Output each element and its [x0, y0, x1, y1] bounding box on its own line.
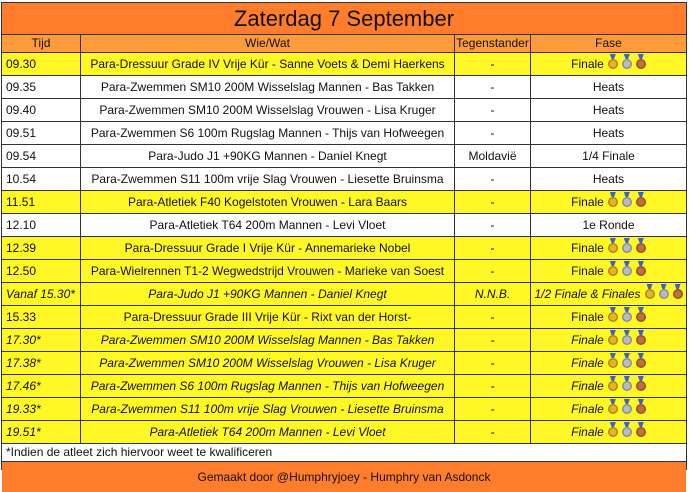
cell-phase-text: Finale [571, 310, 604, 324]
cell-phase [531, 421, 686, 443]
cell-phase-text: Heats [592, 126, 625, 140]
bronze-medal-icon [636, 266, 646, 276]
schedule-sheet [1, 2, 687, 484]
cell-time [2, 375, 81, 397]
silver-medal-icon [622, 381, 632, 391]
cell-time [2, 122, 81, 144]
silver-medal-icon [622, 197, 632, 207]
cell-time-text: 12.10 [6, 218, 37, 232]
cell-time [2, 145, 81, 167]
cell-time [2, 191, 81, 213]
cell-phase-text: Finale [571, 57, 604, 71]
cell-opponent [455, 145, 531, 167]
cell-phase-text: Finale [571, 241, 604, 255]
cell-phase-text: 1e Ronde [582, 218, 635, 232]
cell-opponent [455, 306, 531, 328]
qualification-note: *Indien de atleet zich hiervoor weet te kwalificeren [2, 444, 686, 462]
gold-medal-icon [608, 312, 618, 322]
cell-time [2, 168, 81, 190]
cell-opponent [455, 237, 531, 259]
gold-medal-icon [608, 427, 618, 437]
cell-opponent [455, 421, 531, 443]
table-row [2, 260, 686, 283]
cell-phase [531, 283, 686, 305]
cell-time-text: 09.51 [6, 126, 37, 140]
cell-phase-text: Heats [592, 103, 625, 117]
cell-opponent-text: - [490, 310, 495, 324]
cell-who-text: Para-Judo J1 +90KG Mannen - Daniel Knegt [148, 149, 387, 163]
silver-medal-icon [659, 289, 669, 299]
cell-opponent-text: - [490, 333, 495, 347]
cell-time-text: 19.33* [6, 402, 41, 416]
cell-phase-text: 1/2 Finale & Finales [534, 287, 641, 301]
silver-medal-icon [622, 358, 632, 368]
cell-phase [531, 122, 686, 144]
cell-time [2, 329, 81, 351]
cell-opponent-text: - [490, 195, 495, 209]
cell-who [81, 329, 455, 351]
cell-phase [531, 237, 686, 259]
gold-medal-icon [608, 266, 618, 276]
cell-phase [531, 329, 686, 351]
cell-time-text: 17.30* [6, 333, 41, 347]
bronze-medal-icon [636, 243, 646, 253]
table-row [2, 306, 686, 329]
silver-medal-icon [622, 404, 632, 414]
cell-who-text: Para-Zwemmen SM10 200M Wisselslag Mannen - Bas Takken [100, 333, 435, 347]
cell-opponent-text: - [490, 241, 495, 255]
table-row [2, 99, 686, 122]
cell-who-text: Para-Atletiek T64 200m Mannen - Levi Vloet [149, 218, 386, 232]
cell-time-text: 12.39 [6, 241, 37, 255]
cell-who [81, 191, 455, 213]
cell-time-text: 11.51 [6, 195, 36, 209]
cell-who-text: Para-Zwemmen S6 100m Rugslag Mannen - Thijs van Hofweegen [90, 126, 445, 140]
table-header [2, 35, 686, 53]
cell-who-text: Para-Zwemmen SM10 200M Wisselslag Mannen - Bas Takken [100, 80, 435, 94]
silver-medal-icon [622, 312, 632, 322]
cell-phase-text: Finale [571, 264, 604, 278]
cell-opponent-text: - [490, 356, 495, 370]
cell-opponent-text: Moldavië [468, 149, 517, 163]
gold-medal-icon [608, 404, 618, 414]
schedule-rows [2, 53, 686, 444]
bronze-medal-icon [636, 59, 646, 69]
cell-who [81, 214, 455, 236]
cell-opponent [455, 375, 531, 397]
bronze-medal-icon [636, 404, 646, 414]
cell-opponent [455, 352, 531, 374]
cell-who-text: Para-Zwemmen SM10 200M Wisselslag Vrouwen - Lisa Kruger [99, 356, 436, 370]
cell-time-text: 10.54 [6, 172, 37, 186]
cell-time [2, 99, 81, 121]
cell-phase-text: Heats [592, 80, 625, 94]
cell-who-text: Para-Wielrennen T1-2 Wegwedstrijd Vrouwen - Marieke van Soest [90, 264, 445, 278]
cell-phase [531, 398, 686, 420]
cell-time-text: Vanaf 15.30* [6, 287, 75, 301]
silver-medal-icon [622, 427, 632, 437]
cell-opponent-text: - [490, 172, 495, 186]
cell-who [81, 352, 455, 374]
cell-time [2, 76, 81, 98]
cell-time-text: 17.38* [6, 356, 41, 370]
header-opponent: Tegenstander [455, 35, 531, 52]
cell-phase [531, 76, 686, 98]
cell-time-text: 17.46* [6, 379, 41, 393]
cell-opponent [455, 76, 531, 98]
cell-time-text: 09.30 [6, 57, 37, 71]
cell-phase-text: Finale [571, 425, 604, 439]
cell-opponent-text: - [490, 264, 495, 278]
cell-time [2, 306, 81, 328]
cell-who [81, 237, 455, 259]
table-row [2, 421, 686, 444]
cell-time [2, 53, 81, 75]
header-time: Tijd [2, 35, 81, 52]
bronze-medal-icon [636, 358, 646, 368]
cell-time-text: 19.51* [6, 425, 41, 439]
cell-who [81, 421, 455, 443]
cell-opponent [455, 283, 531, 305]
cell-opponent-text: - [490, 218, 495, 232]
cell-who [81, 375, 455, 397]
table-row [2, 283, 686, 306]
cell-phase [531, 375, 686, 397]
gold-medal-icon [608, 197, 618, 207]
cell-who-text: Para-Dressuur Grade I Vrije Kür - Annemarieke Nobel [124, 241, 411, 255]
cell-opponent-text: - [490, 126, 495, 140]
cell-who-text: Para-Zwemmen S11 100m vrije Slag Vrouwen - Liesette Bruinsma [91, 172, 444, 186]
cell-who [81, 168, 455, 190]
cell-who-text: Para-Zwemmen S11 100m vrije Slag Vrouwen - Liesette Bruinsma [91, 402, 444, 416]
gold-medal-icon [608, 59, 618, 69]
cell-time-text: 09.54 [6, 149, 37, 163]
cell-phase-text: Finale [571, 195, 604, 209]
cell-opponent-text: - [490, 103, 495, 117]
bronze-medal-icon [636, 427, 646, 437]
silver-medal-icon [622, 243, 632, 253]
cell-opponent-text: - [490, 57, 495, 71]
table-row [2, 329, 686, 352]
cell-opponent [455, 53, 531, 75]
cell-opponent [455, 191, 531, 213]
cell-time-text: 15.33 [6, 310, 37, 324]
bronze-medal-icon [636, 312, 646, 322]
gold-medal-icon [608, 243, 618, 253]
cell-who-text: Para-Judo J1 +90KG Mannen - Daniel Knegt [148, 287, 387, 301]
cell-time-text: 09.35 [6, 80, 37, 94]
cell-opponent-text: - [490, 80, 495, 94]
cell-opponent [455, 122, 531, 144]
table-row [2, 214, 686, 237]
cell-phase [531, 168, 686, 190]
silver-medal-icon [622, 59, 632, 69]
bronze-medal-icon [673, 289, 683, 299]
cell-phase [531, 99, 686, 121]
cell-who-text: Para-Atletiek T64 200m Mannen - Levi Vloet [149, 425, 386, 439]
gold-medal-icon [608, 358, 618, 368]
cell-time [2, 421, 81, 443]
cell-who [81, 76, 455, 98]
cell-opponent-text: - [490, 402, 495, 416]
cell-opponent [455, 168, 531, 190]
header-phase: Fase [595, 36, 622, 50]
cell-phase [531, 53, 686, 75]
cell-phase-text: 1/4 Finale [582, 149, 635, 163]
cell-opponent-text: - [490, 379, 495, 393]
cell-phase [531, 145, 686, 167]
cell-phase-text: Finale [571, 333, 604, 347]
cell-who [81, 260, 455, 282]
bronze-medal-icon [636, 381, 646, 391]
cell-time [2, 214, 81, 236]
cell-who [81, 283, 455, 305]
cell-who-text: Para-Zwemmen S6 100m Rugslag Mannen - Thijs van Hofweegen [90, 379, 445, 393]
cell-time [2, 283, 81, 305]
cell-who-text: Para-Zwemmen SM10 200M Wisselslag Vrouwen - Lisa Kruger [99, 103, 436, 117]
cell-time [2, 260, 81, 282]
cell-who-text: Para-Dressuur Grade III Vrije Kür - Rixt van der Horst- [123, 310, 412, 324]
cell-time [2, 237, 81, 259]
table-row [2, 398, 686, 421]
bronze-medal-icon [636, 197, 646, 207]
cell-opponent-text: - [490, 425, 495, 439]
cell-phase-text: Finale [571, 356, 604, 370]
table-row [2, 168, 686, 191]
table-row [2, 237, 686, 260]
cell-phase-text: Finale [571, 402, 604, 416]
cell-who-text: Para-Atletiek F40 Kogelstoten Vrouwen - Lara Baars [127, 195, 408, 209]
table-row [2, 145, 686, 168]
table-row [2, 76, 686, 99]
gold-medal-icon [608, 335, 618, 345]
bronze-medal-icon [636, 335, 646, 345]
cell-who [81, 53, 455, 75]
table-row [2, 191, 686, 214]
page-title: Zaterdag 7 September [2, 3, 686, 35]
cell-time-text: 12.50 [6, 264, 37, 278]
cell-phase [531, 352, 686, 374]
cell-opponent [455, 398, 531, 420]
silver-medal-icon [622, 335, 632, 345]
cell-time-text: 09.40 [6, 103, 37, 117]
cell-who [81, 99, 455, 121]
table-row [2, 122, 686, 145]
cell-opponent-text: N.N.B. [474, 287, 511, 301]
table-row [2, 53, 686, 76]
footer-credit: Gemaakt door @Humphryjoey - Humphry van Asdonck [2, 462, 686, 492]
cell-opponent [455, 260, 531, 282]
cell-time [2, 398, 81, 420]
cell-phase [531, 191, 686, 213]
cell-phase [531, 214, 686, 236]
table-row [2, 375, 686, 398]
cell-phase-text: Finale [571, 379, 604, 393]
gold-medal-icon [645, 289, 655, 299]
cell-opponent [455, 214, 531, 236]
cell-who [81, 398, 455, 420]
silver-medal-icon [622, 266, 632, 276]
cell-who [81, 122, 455, 144]
cell-phase [531, 260, 686, 282]
cell-opponent [455, 329, 531, 351]
cell-who-text: Para-Dressuur Grade IV Vrije Kür - Sanne Voets & Demi Haerkens [90, 57, 445, 71]
cell-who [81, 145, 455, 167]
gold-medal-icon [608, 381, 618, 391]
cell-who [81, 306, 455, 328]
cell-phase [531, 306, 686, 328]
table-row [2, 352, 686, 375]
cell-phase-text: Heats [592, 172, 625, 186]
cell-time [2, 352, 81, 374]
header-who: Wie/Wat [81, 35, 455, 52]
cell-opponent [455, 99, 531, 121]
